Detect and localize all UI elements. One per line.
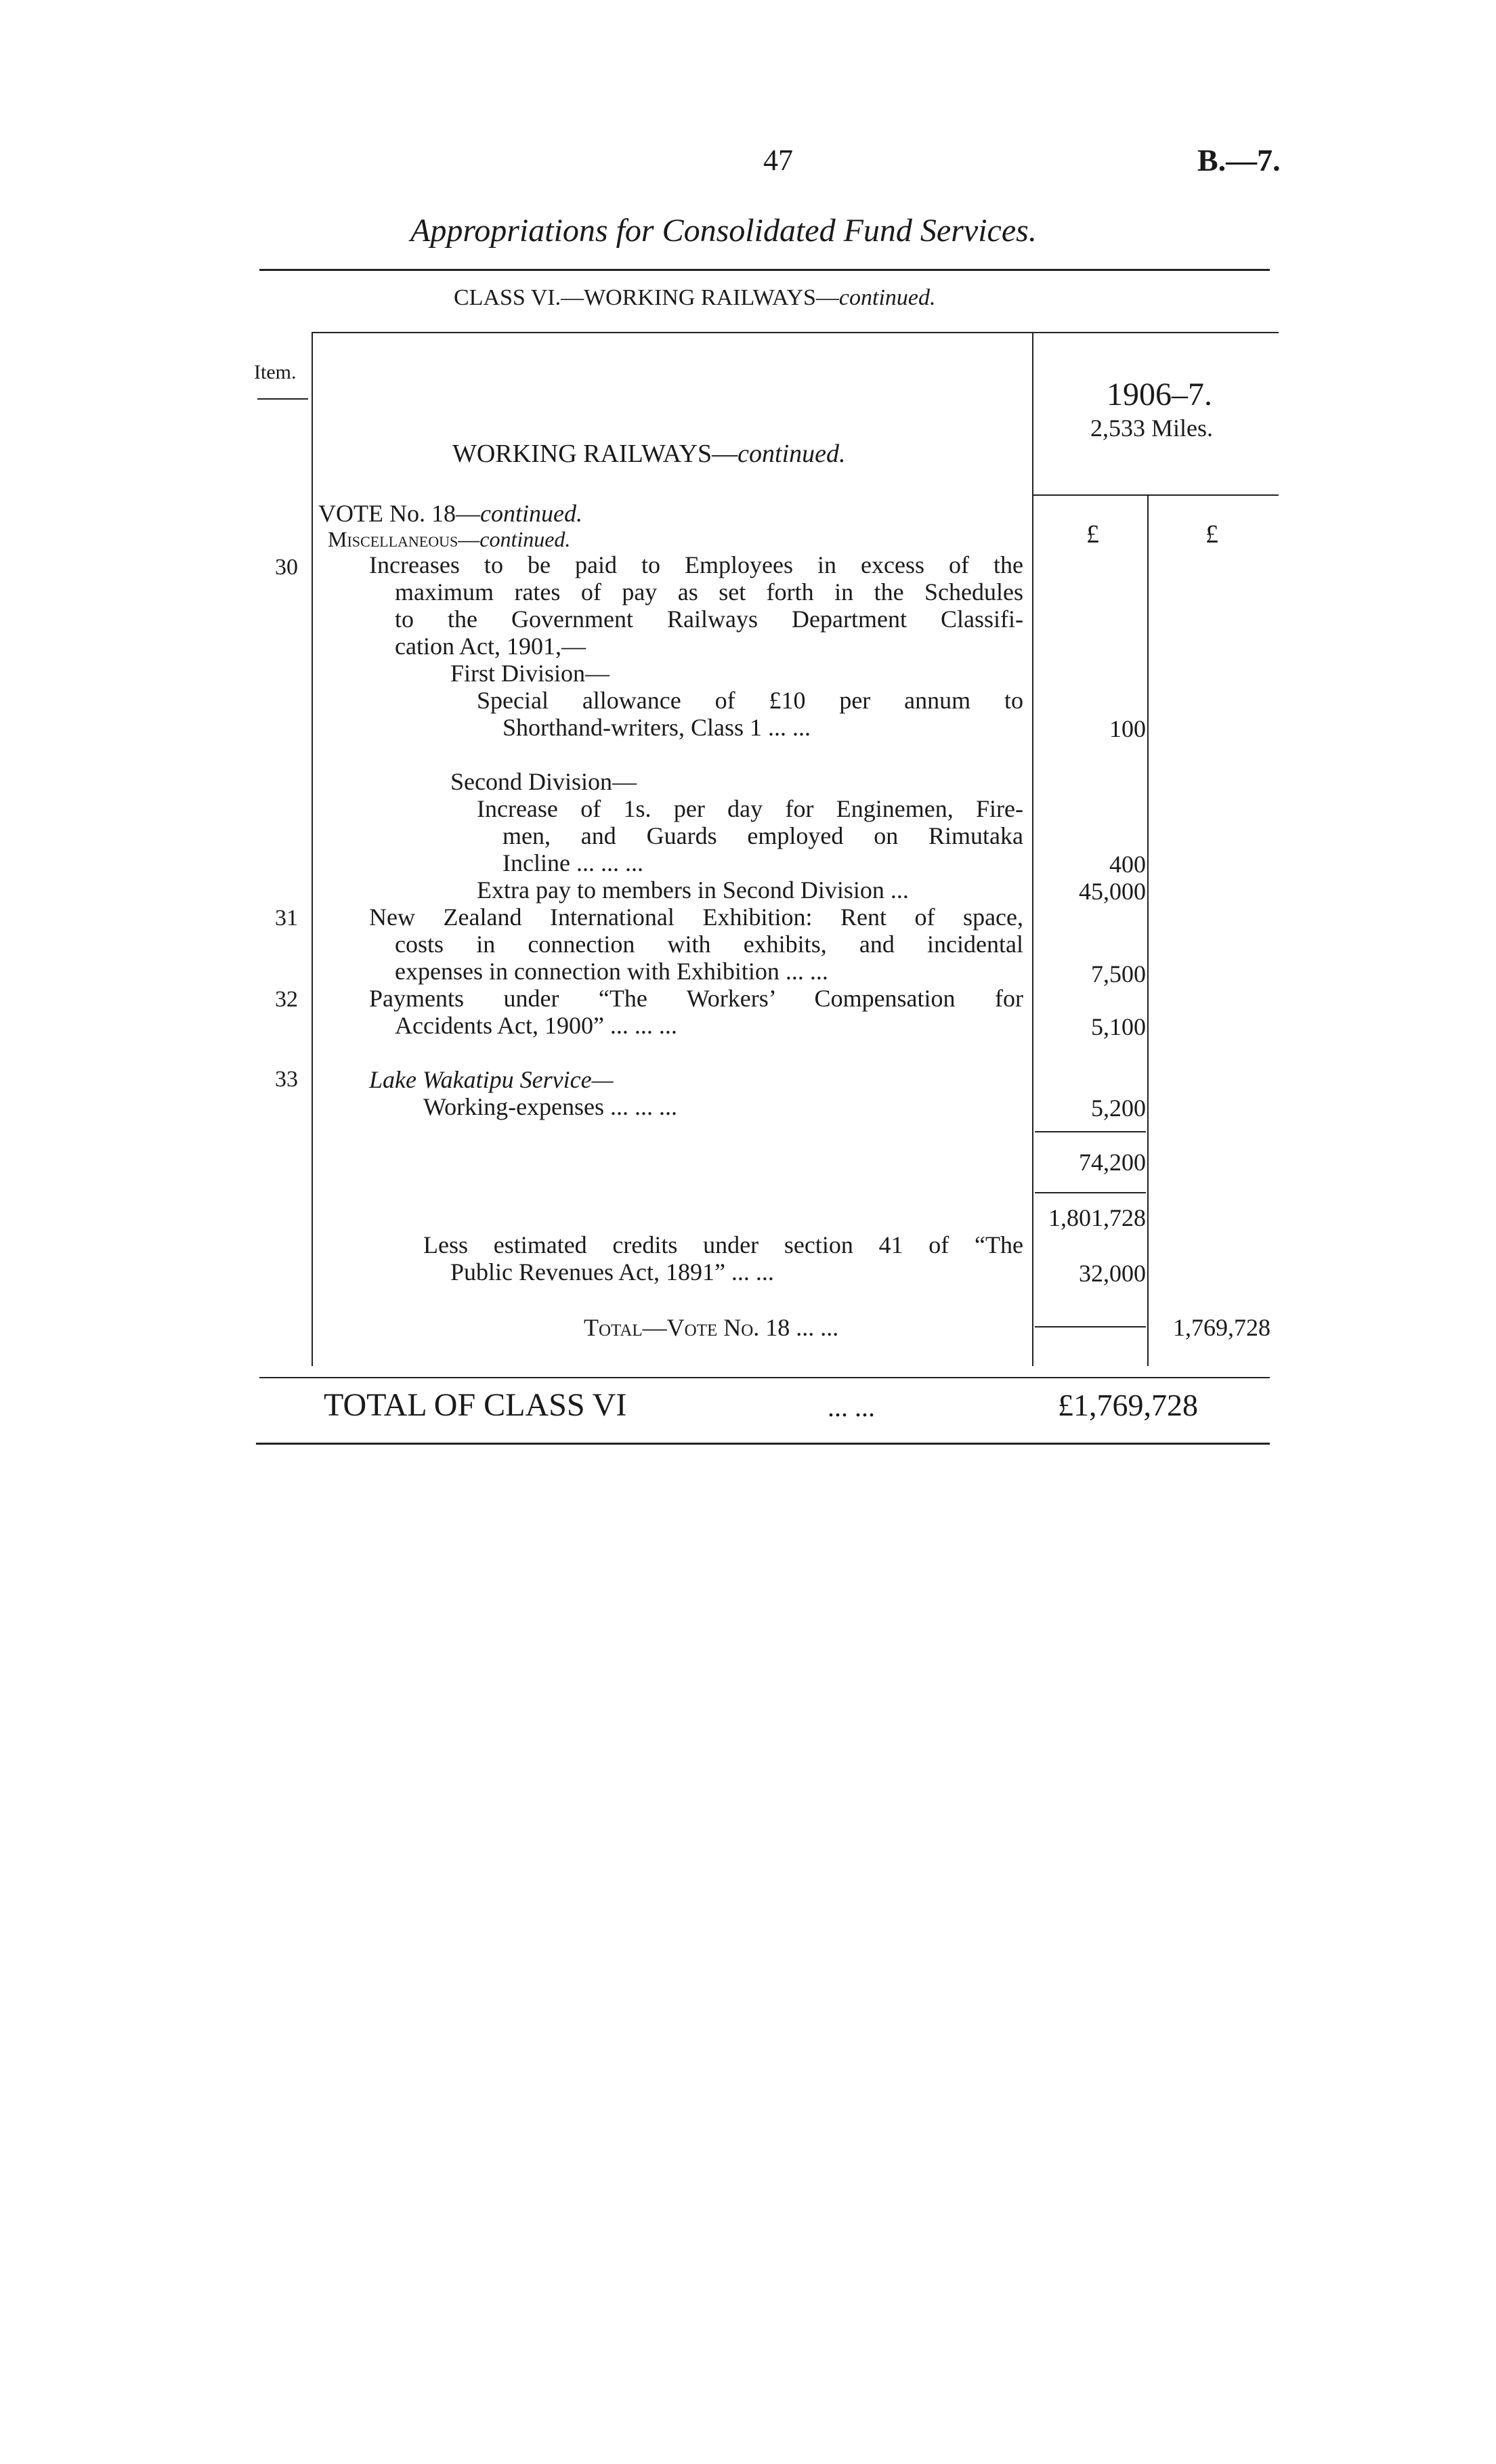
workers-comp-amount: 5,100 bbox=[1091, 1013, 1146, 1040]
lake-wakatipu-heading: Lake Wakatipu Service— bbox=[369, 1066, 614, 1093]
nz-exhibition-line-1: New Zealand International Exhibition: Rent of space, bbox=[369, 904, 1023, 931]
item-header-underline bbox=[257, 398, 308, 400]
less-credits-line-2: Public Revenues Act, 1891” ... ... bbox=[450, 1258, 774, 1286]
vote-heading bbox=[318, 500, 582, 527]
total-vote-label: Total—Vote No. 18 ... ... bbox=[584, 1314, 839, 1341]
working-expenses-line: Working-expenses ... ... ... bbox=[423, 1093, 678, 1120]
first-division-heading: First Division— bbox=[450, 660, 610, 687]
class-total-dots: ... ... bbox=[828, 1392, 875, 1422]
increase-1s-amount: 400 bbox=[1109, 851, 1146, 878]
rule-table-top bbox=[312, 332, 1279, 333]
working-expenses-amount: 5,200 bbox=[1091, 1095, 1146, 1122]
year-header: 1906–7. bbox=[1107, 377, 1212, 412]
special-allowance-line-1: Special allowance of £10 per annum to bbox=[477, 687, 1023, 714]
rule-gross-upper bbox=[1035, 1192, 1146, 1193]
vote-heading-continued: continued. bbox=[479, 500, 582, 527]
vote-heading-text: VOTE No. 18— bbox=[318, 500, 480, 527]
section-heading bbox=[452, 440, 846, 467]
workers-comp-line-1: Payments under “The Workers’ Compensation for bbox=[369, 985, 1023, 1012]
class-heading-text: CLASS VI.—WORKING RAILWAYS— bbox=[454, 285, 839, 310]
less-credits-amount: 32,000 bbox=[1079, 1260, 1146, 1287]
nz-exhibition-line-2: costs in connection with exhibits, and incidental bbox=[395, 931, 1023, 958]
rule-top bbox=[259, 269, 1270, 271]
extra-pay-amount: 45,000 bbox=[1079, 878, 1146, 905]
total-vote-amount: 1,769,728 bbox=[1173, 1314, 1270, 1341]
currency-col1: £ bbox=[1086, 520, 1099, 549]
increases-line-3: to the Government Railways Department Classifi- bbox=[395, 606, 1023, 633]
nz-exhibition-line-3: expenses in connection with Exhibition ... ... bbox=[395, 958, 828, 985]
gross-total-amount: 1,801,728 bbox=[1048, 1204, 1146, 1231]
item-number-33: 33 bbox=[275, 1067, 298, 1092]
page-number: 47 bbox=[763, 144, 793, 177]
class-heading-continued: continued. bbox=[838, 285, 936, 310]
misc-heading-text: Miscellaneous— bbox=[328, 527, 480, 551]
increase-1s-line-2: men, and Guards employed on Rimutaka bbox=[503, 822, 1023, 849]
rule-class-total-top bbox=[259, 1377, 1270, 1378]
nz-exhibition-amount: 7,500 bbox=[1091, 960, 1146, 987]
column-divider-item bbox=[312, 333, 313, 1366]
misc-heading-continued: continued. bbox=[479, 527, 571, 551]
increases-line-4: cation Act, 1901,— bbox=[395, 633, 586, 660]
subtotal-amount: 74,200 bbox=[1079, 1149, 1146, 1176]
document-reference: B.—7. bbox=[1197, 143, 1281, 177]
increases-line-1: Increases to be paid to Employees in excess of the bbox=[369, 551, 1023, 578]
section-heading-text: WORKING RAILWAYS— bbox=[452, 440, 738, 468]
increase-1s-line-1: Increase of 1s. per day for Enginemen, Fire- bbox=[477, 795, 1023, 822]
rule-total-vote bbox=[1035, 1326, 1146, 1327]
class-heading bbox=[454, 284, 935, 312]
increases-line-2: maximum rates of pay as set forth in the Schedules bbox=[395, 578, 1023, 606]
rule-subtotal bbox=[1035, 1131, 1146, 1132]
rule-under-year bbox=[1033, 494, 1279, 496]
item-column-header: Item. bbox=[254, 361, 297, 383]
increase-1s-line-3: Incline ... ... ... bbox=[503, 849, 643, 876]
rule-class-total-bottom bbox=[256, 1443, 1270, 1445]
currency-col2: £ bbox=[1205, 520, 1218, 549]
item-number-32: 32 bbox=[275, 987, 298, 1012]
less-credits-line-1: Less estimated credits under section 41 of “The bbox=[423, 1231, 1023, 1258]
extra-pay-line: Extra pay to members in Second Division ... bbox=[477, 876, 909, 904]
misc-heading bbox=[328, 526, 570, 553]
miles-header: 2,533 Miles. bbox=[1090, 415, 1214, 442]
column-divider-total bbox=[1147, 494, 1149, 1366]
workers-comp-line-2: Accidents Act, 1900” ... ... ... bbox=[395, 1012, 677, 1039]
special-allowance-line-2: Shorthand-writers, Class 1 ... ... bbox=[503, 714, 811, 741]
second-division-heading: Second Division— bbox=[450, 768, 637, 795]
item-number-31: 31 bbox=[275, 906, 298, 931]
item-number-30: 30 bbox=[275, 555, 298, 580]
class-total-amount: £1,769,728 bbox=[1058, 1388, 1198, 1422]
section-heading-continued: continued. bbox=[738, 440, 846, 468]
class-total-label: TOTAL OF CLASS VI bbox=[324, 1387, 627, 1423]
page-title: Appropriations for Consolidated Fund Services. bbox=[410, 213, 1037, 249]
special-allowance-amount: 100 bbox=[1109, 715, 1146, 742]
